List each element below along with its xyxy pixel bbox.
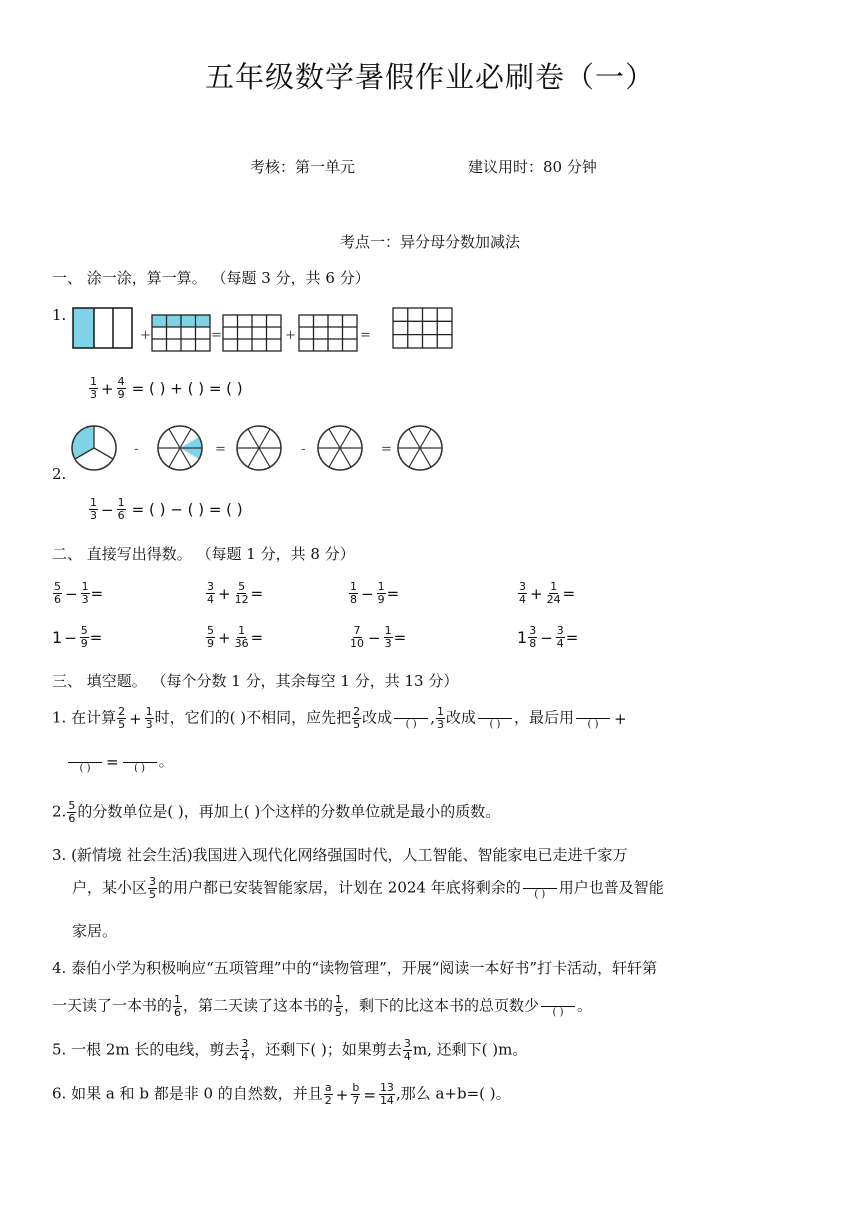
- s3-q4-line2: 一天读了一本书的 $\frac{1}{6}$ ，第二天读了这本书的 $\frac{1}{5}$ ，剩下的比这本书的总页数少 ( ) 。: [52, 993, 593, 1019]
- s3-q3-line1: 3. (新情境 社会生活)我国进入现代化网络强国时代，人工智能、智能家电已走进千家万: [52, 846, 628, 864]
- fraction: $\frac{1}{3}$: [90, 375, 97, 401]
- calc-item[interactable]: $\frac{1}{8}$ − $\frac{1}{9}$ =: [350, 580, 400, 606]
- blank-fraction[interactable]: ( ): [478, 707, 512, 730]
- q1-equation: $\frac{1}{3}$ + $\frac{4}{9}$ = ( ) + ( ) = ( ): [90, 375, 243, 401]
- answer-blanks[interactable]: = ( ) + ( ) = ( ): [131, 379, 243, 398]
- q2-number: 2.: [52, 465, 67, 483]
- s3-q1-line2: ( ) = ( ) 。: [66, 750, 174, 774]
- fraction: $\frac{1}{24}$: [546, 580, 561, 606]
- calc-item[interactable]: $\frac{3}{4}$ + $\frac{1}{24}$ =: [519, 580, 576, 606]
- calc-item[interactable]: $\frac{3}{4}$ + $\frac{5}{12}$ =: [207, 580, 264, 606]
- circle-4: [318, 426, 362, 470]
- circle-5: [398, 426, 442, 470]
- fraction: $\frac{1}{6}$: [117, 496, 125, 522]
- op-eq-1: =: [211, 328, 222, 343]
- fraction: $\frac{1}{3}$: [90, 496, 97, 522]
- s3-q4-line1: 4. 泰伯小学为积极响应“五项管理”中的“读物管理”，开展“阅读一本好书”打卡活动，轩轩第: [52, 959, 658, 977]
- circle-1: [72, 426, 116, 470]
- fraction: $\frac{5}{6}$: [54, 580, 61, 606]
- blank-fraction[interactable]: ( ): [523, 877, 557, 900]
- q1-fraction-diagram: [70, 305, 470, 355]
- fraction: $\frac{1}{9}$: [377, 580, 385, 606]
- calc-item[interactable]: $\frac{7}{10}$ − $\frac{1}{3}$ =: [350, 624, 407, 650]
- grid-empty-2: [299, 315, 357, 351]
- blank-fraction[interactable]: ( ): [123, 751, 157, 774]
- fraction: $\frac{1}{8}$: [350, 580, 357, 606]
- section1-heading: 一、 涂一涂，算一算。 （每题 3 分，共 6 分）: [52, 269, 370, 287]
- fraction: $\frac{5}{9}$: [80, 624, 88, 650]
- fraction: $\frac{1}{3}$: [81, 580, 89, 606]
- topic-heading: 考点一：异分母分数加减法: [339, 233, 520, 251]
- q2-circle-diagram: [68, 422, 458, 474]
- fraction: $\frac{5}{9}$: [207, 624, 214, 650]
- s3-q3-line2: 户，某小区 $\frac{3}{5}$ 的用户都已安装智能家居，计划在 2024 年底将剩余的 ( ) 用户也普及智能: [72, 875, 664, 901]
- op-eq-3: =: [215, 442, 226, 457]
- grid-ninths-shaded: [152, 315, 210, 351]
- fraction: $\frac{7}{10}$: [350, 624, 364, 650]
- blank-fraction[interactable]: ( ): [68, 751, 102, 774]
- grid-empty-3: [393, 308, 452, 348]
- blank-fraction[interactable]: ( ): [576, 707, 610, 730]
- grid-empty-1: [223, 315, 281, 351]
- fraction: $\frac{3}{4}$: [207, 580, 214, 606]
- q2-equation: $\frac{1}{3}$ − $\frac{1}{6}$ = ( ) − ( ) = ( ): [90, 496, 243, 522]
- s3-q1-line1: 1. 在计算 $\frac{2}{5}$ + $\frac{1}{3}$ 时，它们的( )不相同，应先把 $\frac{2}{5}$ 改成 ( ) , $\frac{1}{3}$ 改成 ( ) ，最后用 ( ) +: [52, 705, 627, 731]
- op-plus-2: +: [285, 328, 296, 343]
- calc-item[interactable]: 1 $\frac{3}{8}$ − $\frac{3}{4}$ =: [517, 624, 579, 650]
- section2-heading: 二、 直接写出得数。 （每题 1 分，共 8 分）: [52, 545, 355, 563]
- op-eq-4: =: [381, 442, 392, 457]
- circle-2: [158, 426, 202, 470]
- op-minus-1: -: [134, 442, 139, 457]
- page-title: 五年级数学暑假作业必刷卷（一）: [204, 60, 655, 94]
- answer-blanks[interactable]: = ( ) − ( ) = ( ): [131, 500, 243, 519]
- blank-fraction[interactable]: ( ): [541, 995, 575, 1018]
- op-minus-2: -: [301, 442, 306, 457]
- fraction: $\frac{5}{12}$: [234, 580, 249, 606]
- exam-scope: 考核：第一单元: [250, 158, 356, 176]
- calc-item[interactable]: 1 − $\frac{5}{9}$ =: [52, 624, 103, 650]
- fraction: $\frac{3}{8}$: [529, 624, 537, 650]
- s3-q6: 6. 如果 a 和 b 都是非 0 的自然数，并且 $\frac{a}{2}$ + $\frac{b}{7}$ = $\frac{13}{14}$ ,那么 a+b=( )。: [52, 1081, 511, 1107]
- fraction: $\frac{4}{9}$: [117, 375, 125, 401]
- fraction: $\frac{1}{3}$: [384, 624, 392, 650]
- fraction: $\frac{3}{4}$: [519, 580, 526, 606]
- calc-item[interactable]: $\frac{5}{9}$ + $\frac{1}{36}$ =: [207, 624, 264, 650]
- section3-heading: 三、 填空题。 （每个分数 1 分，其余每空 1 分，共 13 分）: [52, 672, 459, 690]
- s3-q5: 5. 一根 2m 长的电线，剪去 $\frac{3}{4}$ ，还剩下( )；如果剪去 $\frac{3}{4}$ m, 还剩下( )m。: [52, 1037, 528, 1063]
- suggested-time: 建议用时：80 分钟: [468, 158, 597, 176]
- bar-thirds: [73, 308, 132, 348]
- calc-item[interactable]: $\frac{5}{6}$ − $\frac{1}{3}$ =: [54, 580, 104, 606]
- s3-q2: 2. $\frac{5}{6}$ 的分数单位是( )，再加上( )个这样的分数单位就是最小的质数。: [52, 799, 501, 825]
- blank-fraction[interactable]: ( ): [394, 707, 428, 730]
- q1-number: 1.: [52, 306, 67, 324]
- fraction: $\frac{1}{36}$: [234, 624, 249, 650]
- op-plus-1: +: [140, 328, 151, 343]
- fraction: $\frac{3}{4}$: [556, 624, 564, 650]
- circle-3: [237, 426, 281, 470]
- op-eq-2: =: [360, 328, 371, 343]
- s3-q3-line3: 家居。: [72, 922, 118, 940]
